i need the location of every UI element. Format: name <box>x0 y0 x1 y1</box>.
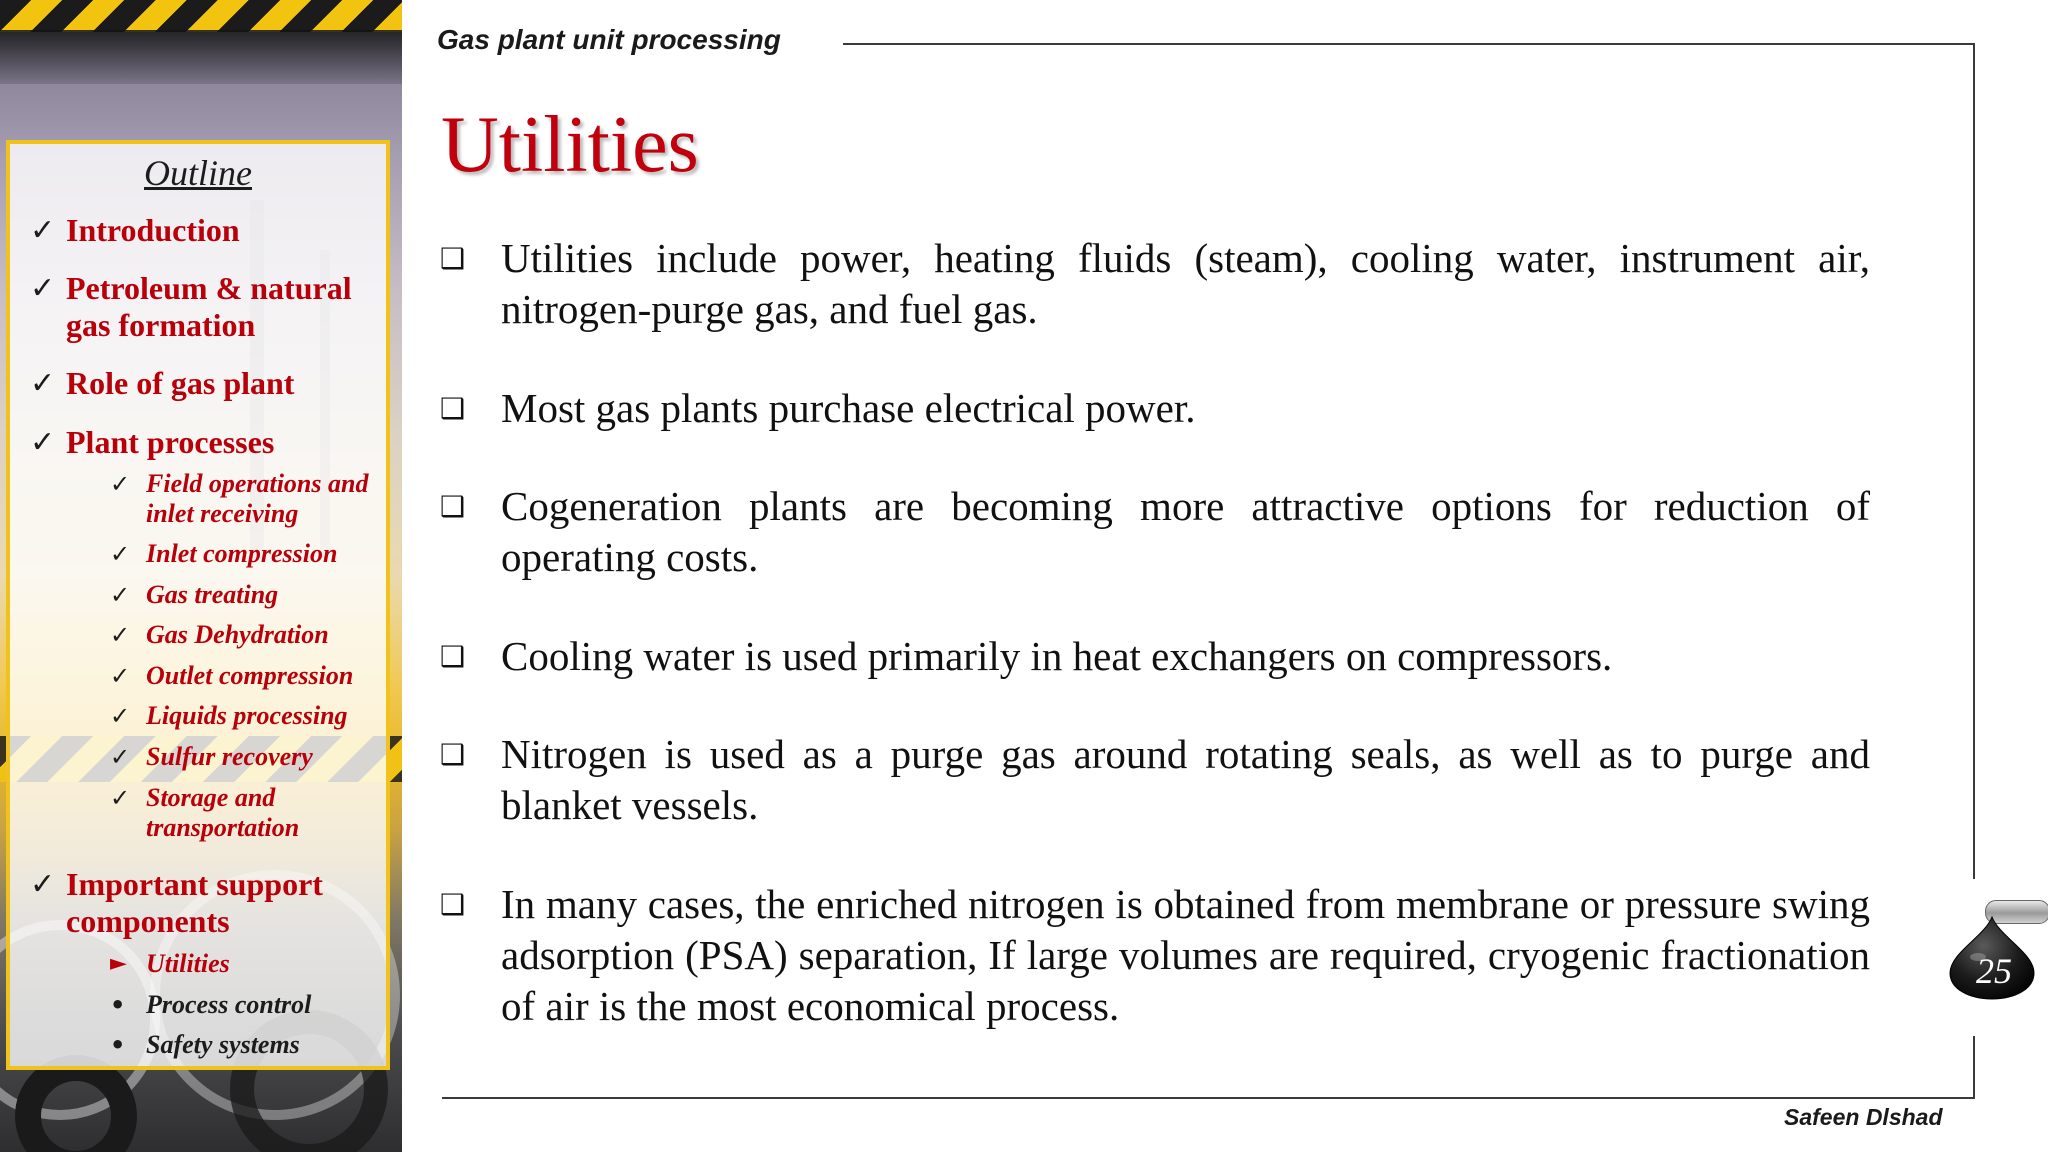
square-bullet-icon: ❑ <box>440 888 466 921</box>
triangle-right-icon: ► <box>110 951 127 976</box>
outline-subitem-label: Outlet compression <box>146 661 354 690</box>
outline-title: Outline <box>144 153 252 193</box>
outline-subitem-label: Gas Dehydration <box>146 620 329 649</box>
page-number: 25 <box>1976 951 2012 991</box>
outline-subitem-label: Liquids processing <box>146 701 348 730</box>
outline-subitem-label: Process control <box>146 990 312 1019</box>
footer-divider <box>442 1097 1975 1099</box>
checkmark-icon: ✓ <box>110 540 131 568</box>
header-title: Gas plant unit processing <box>437 24 781 55</box>
outline-item-label: Important support components <box>66 866 323 939</box>
outline-panel <box>6 140 390 1070</box>
bullet-dot-icon: • <box>110 1031 126 1059</box>
checkmark-icon: ✓ <box>110 621 131 649</box>
checkmark-icon: ✓ <box>30 213 56 248</box>
checkmark-icon: ✓ <box>110 743 131 771</box>
checkmark-icon: ✓ <box>110 662 131 690</box>
checkmark-icon: ✓ <box>30 271 56 306</box>
bullet-text: Utilities include power, heating fluids (steam), cooling water, instrument air, nitrogen-purge gas, and fuel gas. <box>501 235 1870 332</box>
checkmark-icon: ✓ <box>110 784 131 812</box>
bullet-text: Cogeneration plants are becoming more attractive options for reduction of operating costs. <box>501 483 1870 580</box>
footer-author: Safeen Dlshad <box>1784 1104 1943 1130</box>
checkmark-icon: ✓ <box>30 867 56 902</box>
checkmark-icon: ✓ <box>30 366 56 401</box>
bullet-text: Cooling water is used primarily in heat exchangers on compressors. <box>501 633 1613 679</box>
square-bullet-icon: ❑ <box>440 490 466 523</box>
outline-subitem-label: Inlet compression <box>146 539 338 568</box>
outline-item-label: Role of gas plant <box>66 365 295 401</box>
outline-subitem-label: Safety systems <box>146 1030 300 1059</box>
checkmark-icon: ✓ <box>110 581 131 609</box>
outline-subitem-label: Utilities <box>146 949 230 978</box>
slide-title: Utilities <box>441 101 699 189</box>
outline-subitem-label: Gas treating <box>146 580 279 609</box>
square-bullet-icon: ❑ <box>440 242 466 275</box>
square-bullet-icon: ❑ <box>440 392 466 425</box>
outline-subitem-label: Field operations and inlet receiving <box>146 469 369 528</box>
decorative-side-panel <box>0 0 402 1152</box>
outline-item-label: Introduction <box>66 212 240 248</box>
checkmark-icon: ✓ <box>110 702 131 730</box>
header-divider <box>843 43 1975 45</box>
outline-item-label: Plant processes <box>66 424 275 460</box>
outline-subitem-label: Sulfur recovery <box>146 742 313 771</box>
checkmark-icon: ✓ <box>30 425 56 460</box>
outline-subitem-label: Storage and transportation <box>146 783 300 842</box>
bullet-dot-icon: • <box>110 991 126 1019</box>
dark-band <box>0 30 402 84</box>
bullet-text: Most gas plants purchase electrical power. <box>501 385 1196 431</box>
outline-item-label: Petroleum & natural gas formation <box>66 270 352 343</box>
square-bullet-icon: ❑ <box>440 640 466 673</box>
frame-border <box>1973 43 1975 879</box>
square-bullet-icon: ❑ <box>440 738 466 771</box>
checkmark-icon: ✓ <box>110 470 131 498</box>
hazard-stripe <box>0 0 402 32</box>
bullet-text: In many cases, the enriched nitrogen is obtained from membrane or pressure swing adsorption (PSA) separation, If large volumes are required, cryogenic fractionation of air is the most economical process. <box>501 881 1870 1029</box>
bullet-text: Nitrogen is used as a purge gas around rotating seals, as well as to purge and blanket vessels. <box>501 731 1870 828</box>
frame-border <box>1973 1036 1975 1098</box>
